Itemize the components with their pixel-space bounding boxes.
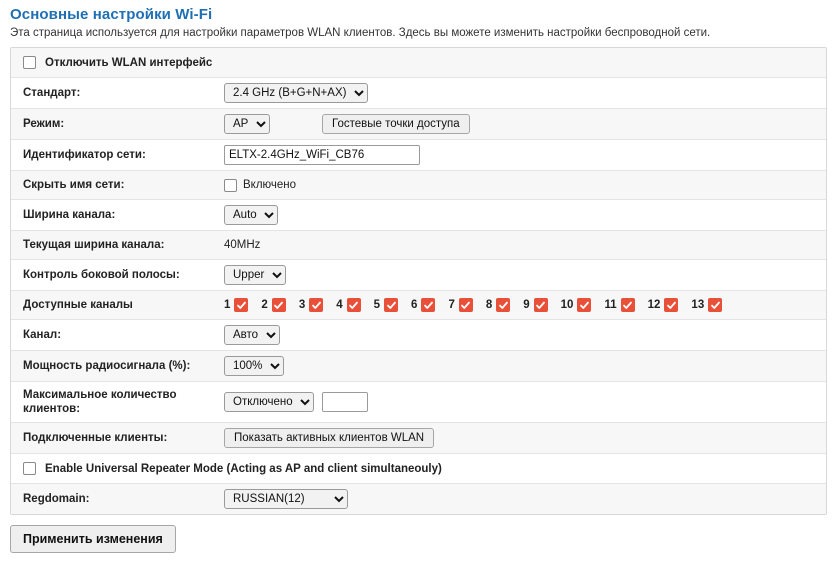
row-channel bbox=[11, 320, 826, 351]
channel-number: 2 bbox=[261, 299, 268, 311]
channel-number: 11 bbox=[604, 299, 617, 311]
max-clients-count-input[interactable] bbox=[322, 392, 368, 412]
row-available-channels bbox=[11, 291, 826, 320]
standard-field bbox=[224, 78, 826, 108]
available-channels-label: Доступные каналы bbox=[23, 299, 133, 311]
channel-checkbox[interactable] bbox=[234, 298, 248, 312]
channel-item[interactable] bbox=[261, 298, 285, 312]
show-active-wlan-clients-button[interactable]: Показать активных клиентов WLAN bbox=[224, 428, 434, 448]
current-channel-width-value: 40MHz bbox=[224, 239, 261, 251]
channel-number: 10 bbox=[560, 299, 574, 311]
disable-wlan-label: Отключить WLAN интерфейс bbox=[45, 56, 213, 69]
sideband-select[interactable] bbox=[224, 265, 286, 285]
power-select[interactable] bbox=[224, 356, 284, 376]
channel-number: 3 bbox=[298, 299, 306, 311]
channel-item[interactable] bbox=[691, 298, 722, 312]
channel-item[interactable] bbox=[486, 298, 510, 312]
repeater-mode-checkbox[interactable] bbox=[23, 462, 36, 475]
channel-checkbox[interactable] bbox=[384, 298, 398, 312]
hide-ssid-field bbox=[224, 174, 826, 197]
channel-checkbox[interactable] bbox=[621, 298, 635, 312]
channel-item[interactable] bbox=[448, 298, 472, 312]
channel-field bbox=[224, 320, 826, 350]
mode-field bbox=[224, 109, 826, 139]
channel-number: 12 bbox=[647, 299, 661, 311]
max-clients-label: Максимальное количество клиентов: bbox=[23, 389, 177, 415]
available-channels-list bbox=[224, 298, 735, 312]
row-ssid bbox=[11, 140, 826, 171]
channel-checkbox[interactable] bbox=[421, 298, 435, 312]
channel-item[interactable] bbox=[411, 298, 435, 312]
channel-checkbox[interactable] bbox=[664, 298, 678, 312]
ssid-label: Идентификатор сети: bbox=[23, 149, 146, 161]
row-channel-width bbox=[11, 200, 826, 231]
channel-number: 13 bbox=[691, 299, 705, 311]
row-max-clients bbox=[11, 382, 826, 423]
row-regdomain bbox=[11, 484, 826, 514]
channel-checkbox[interactable] bbox=[459, 298, 473, 312]
page-description: Эта страница используется для настройки параметров WLAN клиентов. Здесь вы можете изменить настройки беспроводной сети. bbox=[10, 27, 711, 39]
channel-label: Канал: bbox=[23, 329, 62, 341]
current-channel-width-field bbox=[224, 234, 826, 256]
regdomain-label: Regdomain: bbox=[23, 493, 90, 505]
channel-select[interactable] bbox=[224, 325, 280, 345]
power-field bbox=[224, 351, 826, 381]
standard-select[interactable] bbox=[224, 83, 368, 103]
settings-panel bbox=[10, 47, 827, 515]
row-hide-ssid bbox=[11, 171, 826, 200]
hide-ssid-checkbox[interactable] bbox=[224, 179, 237, 192]
channel-checkbox[interactable] bbox=[577, 298, 591, 312]
max-clients-select[interactable] bbox=[224, 392, 314, 412]
sideband-label: Контроль боковой полосы: bbox=[23, 269, 180, 281]
row-repeater-mode[interactable] bbox=[11, 454, 826, 484]
row-standard bbox=[11, 78, 826, 109]
channel-item[interactable] bbox=[224, 298, 248, 312]
channel-number: 4 bbox=[336, 299, 343, 311]
channel-number: 6 bbox=[411, 299, 418, 311]
channel-item[interactable] bbox=[299, 298, 323, 312]
channel-item[interactable] bbox=[374, 298, 398, 312]
hide-ssid-label: Скрыть имя сети: bbox=[23, 179, 125, 191]
page-title: Основные настройки Wi-Fi bbox=[10, 6, 213, 23]
regdomain-field bbox=[224, 484, 826, 514]
channel-width-field bbox=[224, 200, 826, 230]
channel-number: 1 bbox=[224, 299, 231, 311]
channel-item[interactable] bbox=[561, 298, 592, 312]
channel-checkbox[interactable] bbox=[309, 298, 323, 312]
power-label: Мощность радиосигнала (%): bbox=[23, 360, 191, 372]
channel-checkbox[interactable] bbox=[496, 298, 510, 312]
regdomain-select[interactable] bbox=[224, 489, 348, 509]
available-channels-field bbox=[224, 293, 826, 317]
max-clients-field bbox=[224, 387, 826, 417]
standard-label: Стандарт: bbox=[23, 87, 81, 99]
connected-clients-label: Подключенные клиенты: bbox=[23, 432, 168, 444]
hide-ssid-checkbox-label: Включено bbox=[243, 179, 297, 191]
current-channel-width-label: Текущая ширина канала: bbox=[23, 239, 165, 251]
row-connected-clients bbox=[11, 423, 826, 454]
channel-item[interactable] bbox=[604, 298, 634, 312]
ssid-input[interactable] bbox=[224, 145, 420, 165]
row-mode bbox=[11, 109, 826, 140]
channel-number: 8 bbox=[485, 299, 493, 311]
channel-checkbox[interactable] bbox=[534, 298, 548, 312]
channel-item[interactable] bbox=[523, 298, 547, 312]
channel-number: 9 bbox=[523, 299, 530, 311]
channel-checkbox[interactable] bbox=[272, 298, 286, 312]
channel-width-select[interactable] bbox=[224, 205, 278, 225]
connected-clients-field bbox=[224, 423, 826, 453]
apply-changes-button[interactable]: Применить изменения bbox=[10, 525, 176, 553]
mode-select[interactable] bbox=[224, 114, 270, 134]
channel-checkbox[interactable] bbox=[708, 298, 722, 312]
row-sideband bbox=[11, 260, 826, 291]
sideband-field bbox=[224, 260, 826, 290]
mode-label: Режим: bbox=[23, 118, 65, 130]
row-power bbox=[11, 351, 826, 382]
channel-item[interactable] bbox=[336, 298, 360, 312]
channel-item[interactable] bbox=[648, 298, 679, 312]
hide-ssid-checkbox-wrap[interactable] bbox=[224, 179, 296, 192]
repeater-mode-label: Enable Universal Repeater Mode (Acting as AP and client simultaneouly) bbox=[45, 462, 442, 475]
guest-access-points-button[interactable]: Гостевые точки доступа bbox=[322, 114, 470, 134]
row-disable-wlan[interactable] bbox=[11, 48, 826, 78]
ssid-field bbox=[224, 140, 826, 170]
channel-number: 5 bbox=[373, 299, 381, 311]
disable-wlan-checkbox[interactable] bbox=[23, 56, 36, 69]
channel-number: 7 bbox=[448, 299, 455, 311]
channel-width-label: Ширина канала: bbox=[23, 209, 116, 221]
row-current-channel-width bbox=[11, 231, 826, 260]
channel-checkbox[interactable] bbox=[347, 298, 361, 312]
